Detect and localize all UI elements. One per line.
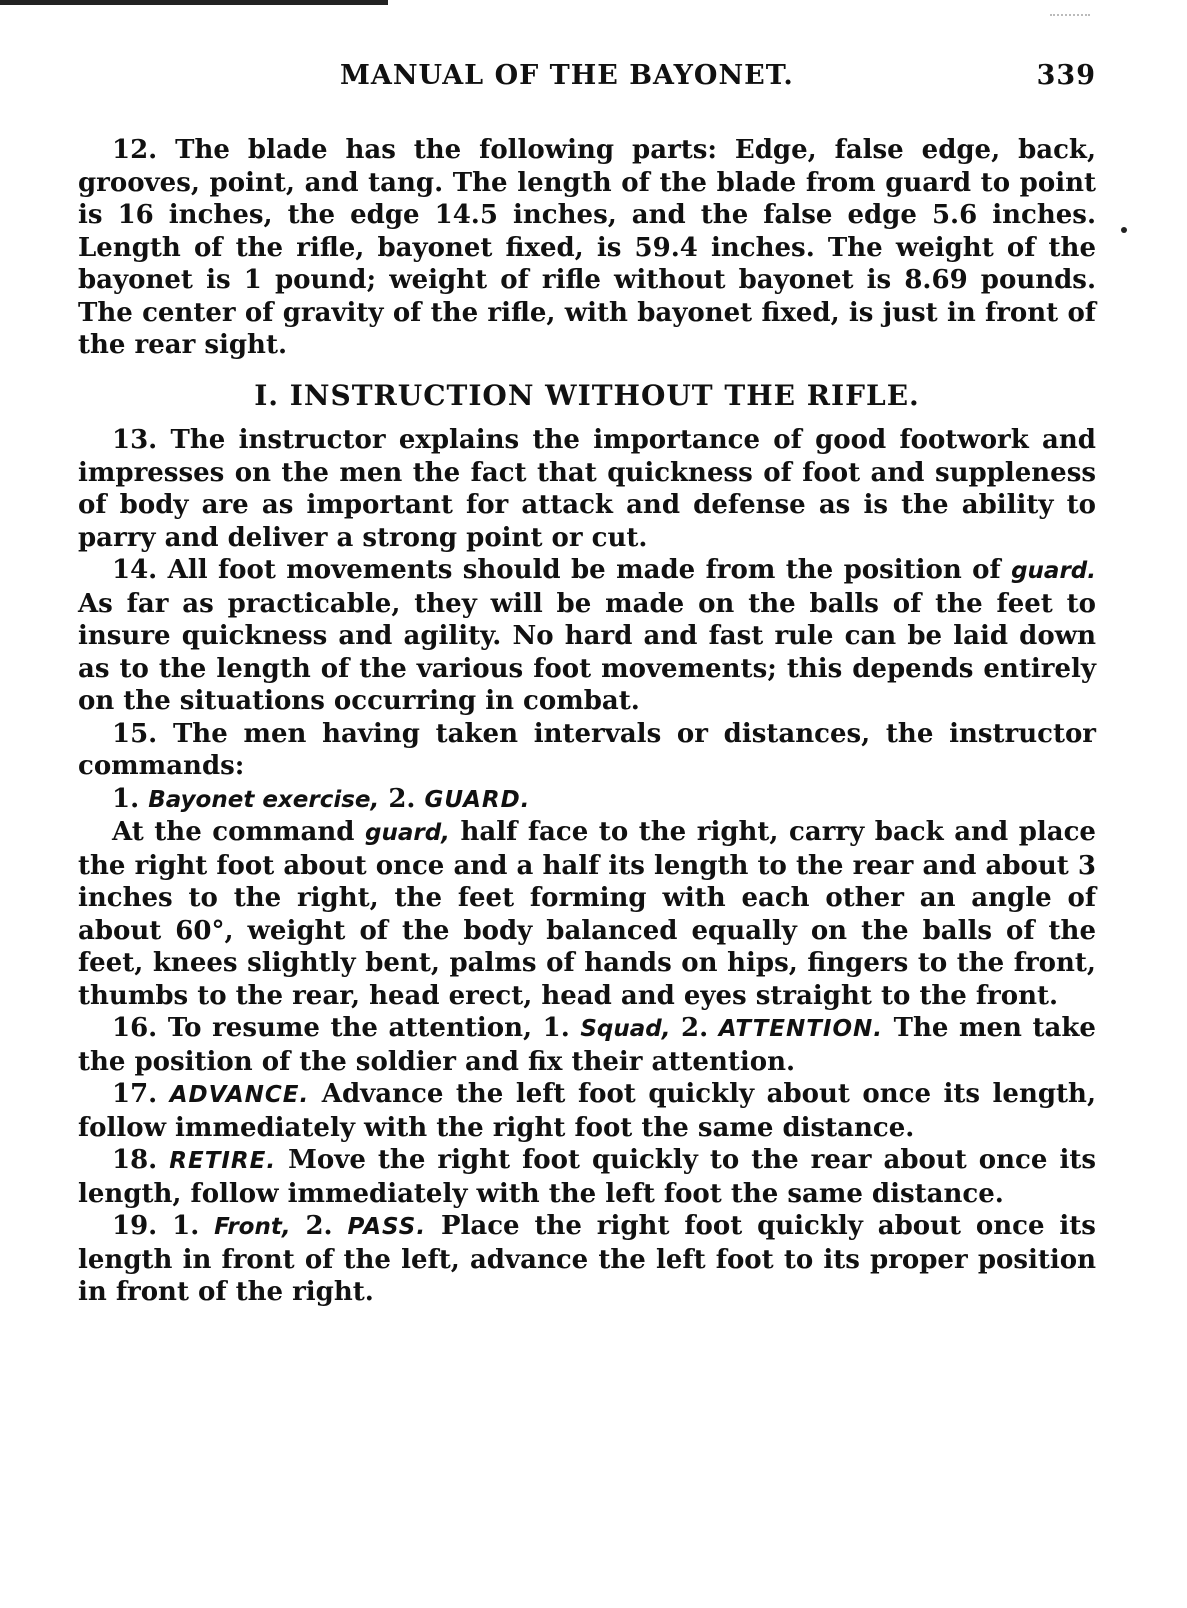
paragraph-17 [78,1078,1096,1144]
paragraph-number: 14. [112,555,158,585]
command-term-guard: guard. [1011,558,1096,584]
paragraph-text: half face to the right, carry back and place the right foot about once and a half its length to the rear and about 3 inches to the right, the feet forming with each other an angle of about 60°, weight of the body balanced equally on the balls of the feet, knees slightly bent, palms of hands on hips, fingers to the front, thumbs to the rear, head erect, head and eyes straight to the front. [78,817,1096,1011]
paragraph-number: 19. [112,1211,158,1241]
paragraph-14 [78,554,1096,718]
paragraph-number: 15. [112,718,158,749]
paragraph-12 [78,134,1096,362]
paragraph-text: To resume the attention, [167,1013,533,1043]
command-preparatory: Bayonet exercise, [148,786,380,813]
paragraph-text: Advance the left foot quickly about once its length, follow immediately with the right foot the same distance. [78,1079,1097,1143]
command-execution: GUARD. [424,786,531,813]
paragraph-13 [78,424,1096,554]
paragraph-text: As far as practicable, they will be made on the balls of the feet to insure quickness and agility. No hard and fast rule can be laid down as to the length of the various foot movements; this depends entirely on the situations occurring in combat. [78,588,1096,716]
section-heading: I. INSTRUCTION WITHOUT THE RIFLE. [254,378,920,412]
command-execution: ADVANCE. [169,1082,310,1108]
scan-edge-rule [0,0,388,5]
paragraph-text: At the command [112,817,355,847]
command-term-guard: guard, [365,820,450,846]
paragraph-text: The men having taken intervals or distances, the instructor commands: [78,718,1096,781]
paragraph-text: The men take the position of the soldier and fix their attention. [78,1013,1096,1077]
body-text [78,134,1096,1309]
paragraph-16 [78,1012,1096,1078]
running-head [78,60,1096,100]
paragraph-number: 18. [112,1145,158,1175]
command-number: 1. [542,1013,570,1043]
paragraph-15 [78,718,1096,783]
paragraph-number: 17. [112,1079,158,1109]
paragraph-text: All foot movements should be made from the position of [167,555,1001,585]
paragraph-text: The blade has the following parts: Edge, false edge, back, grooves, point, and tang. The length of the blade from guard to point is 16 inches, the edge 14.5 inches, and the false edge 5.6 inches. Length of the rifle, bayonet fixed, is 59.4 inches. The weight of the bayonet is 1 pound; weight of rifle without bayonet is 8.69 pounds. The center of gravity of the rifle, with bayonet fixed, is just in front of the rear sight. [78,135,1096,360]
paragraph-text: Place the right foot quickly about once its length in front of the left, advance the left foot to its proper position in front of the right. [78,1211,1096,1307]
scan-edge-dots [1050,14,1090,18]
page-number: 339 [1036,60,1096,91]
command-execution: PASS. [347,1214,427,1240]
running-title: MANUAL OF THE BAYONET. [340,60,794,91]
paragraph-text: Move the right foot quickly to the rear about once its length, follow immediately with the left foot the same distance. [78,1145,1096,1209]
command-number: 2. [305,1211,333,1241]
paragraph-19 [78,1210,1096,1309]
paragraph-number: 12. [112,135,158,165]
paragraph-guard-description [78,816,1096,1012]
command-preparatory: Squad, [580,1016,671,1042]
paragraph-text: The instructor explains the importance of good footwork and impresses on the men the fact that quickness of foot and suppleness of body are as important for attack and defense as is the ability to parry and deliver a strong point or cut. [78,425,1096,553]
book-page [78,60,1096,1309]
command-number: 2. [388,783,416,814]
command-line-guard [78,783,1096,817]
command-preparatory: Front, [214,1214,291,1240]
command-execution: RETIRE. [169,1148,277,1174]
margin-mark [1121,227,1127,233]
command-number: 1. [112,783,140,814]
paragraph-number: 16. [112,1013,158,1043]
paragraph-18 [78,1144,1096,1210]
command-number: 1. [172,1211,200,1241]
command-execution: ATTENTION. [718,1016,884,1042]
paragraph-number: 13. [112,425,158,455]
command-number: 2. [681,1013,709,1043]
